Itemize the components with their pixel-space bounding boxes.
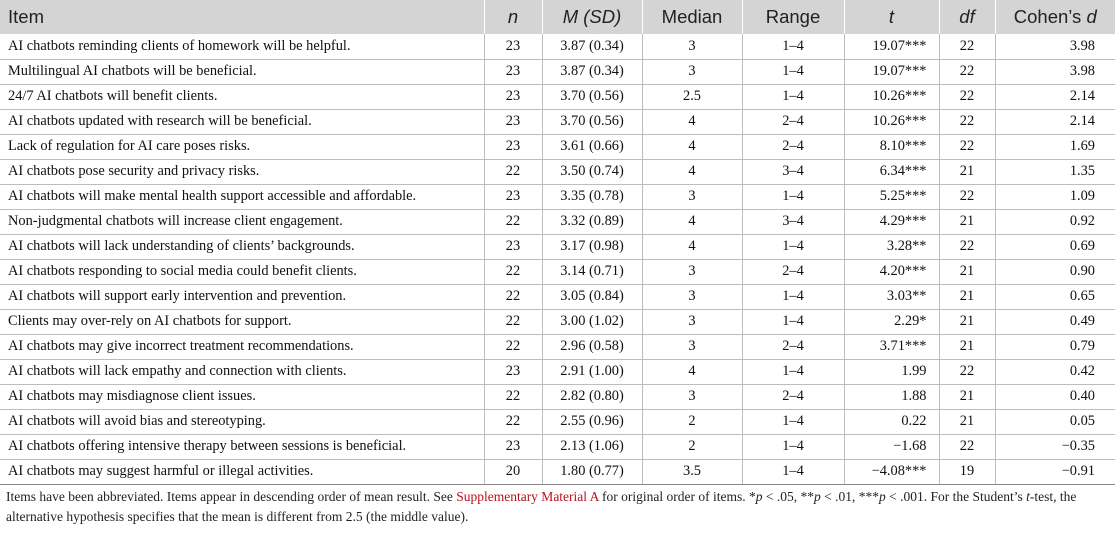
cell-median: 3 <box>642 384 742 409</box>
header-cohens-d <box>995 0 1115 34</box>
cell-df: 22 <box>939 184 995 209</box>
header-m-sd: M (SD) <box>542 0 642 34</box>
cell-n: 22 <box>484 209 542 234</box>
cell-n: 23 <box>484 234 542 259</box>
cell-median: 2.5 <box>642 84 742 109</box>
cell-median: 3 <box>642 334 742 359</box>
cell-df: 21 <box>939 334 995 359</box>
cell-range: 1–4 <box>742 184 844 209</box>
cell-range: 1–4 <box>742 59 844 84</box>
cell-cohens-d: 0.05 <box>995 409 1115 434</box>
cell-n: 22 <box>484 334 542 359</box>
table-row <box>0 84 1115 109</box>
cell-item: AI chatbots pose security and privacy risks. <box>0 159 484 184</box>
cell-cohens-d: 1.09 <box>995 184 1115 209</box>
cell-median: 3 <box>642 184 742 209</box>
cell-m-sd: 3.00 (1.02) <box>542 309 642 334</box>
cell-n: 20 <box>484 459 542 484</box>
cell-cohens-d: 0.90 <box>995 259 1115 284</box>
cell-item: AI chatbots may give incorrect treatment recommendations. <box>0 334 484 359</box>
note-p-symbol-2: p <box>814 489 821 504</box>
cell-range: 2–4 <box>742 259 844 284</box>
cell-range: 1–4 <box>742 84 844 109</box>
cell-n: 23 <box>484 84 542 109</box>
cell-median: 4 <box>642 109 742 134</box>
cell-range: 3–4 <box>742 209 844 234</box>
header-range: Range <box>742 0 844 34</box>
cell-t: 3.03** <box>844 284 939 309</box>
cell-median: 4 <box>642 209 742 234</box>
cell-item: AI chatbots will avoid bias and stereotyping. <box>0 409 484 434</box>
cell-item: Multilingual AI chatbots will be beneficial. <box>0 59 484 84</box>
table-row <box>0 109 1115 134</box>
cell-df: 22 <box>939 109 995 134</box>
cell-item: AI chatbots will make mental health support accessible and affordable. <box>0 184 484 209</box>
cell-m-sd: 2.55 (0.96) <box>542 409 642 434</box>
note-text-3: < .05, ** <box>762 489 815 504</box>
cell-median: 3.5 <box>642 459 742 484</box>
cell-df: 22 <box>939 434 995 459</box>
cell-range: 2–4 <box>742 384 844 409</box>
header-row <box>0 0 1115 34</box>
cell-t: 3.28** <box>844 234 939 259</box>
note-text-4: < .01, *** <box>820 489 880 504</box>
cell-range: 1–4 <box>742 359 844 384</box>
cell-t: 6.34*** <box>844 159 939 184</box>
table-row <box>0 259 1115 284</box>
cell-df: 22 <box>939 234 995 259</box>
cell-item: AI chatbots offering intensive therapy between sessions is beneficial. <box>0 434 484 459</box>
table-row <box>0 184 1115 209</box>
table-row <box>0 134 1115 159</box>
cell-m-sd: 3.35 (0.78) <box>542 184 642 209</box>
cell-cohens-d: 0.69 <box>995 234 1115 259</box>
cell-n: 22 <box>484 259 542 284</box>
cell-t: 1.88 <box>844 384 939 409</box>
cell-item: AI chatbots responding to social media could benefit clients. <box>0 259 484 284</box>
table-row <box>0 34 1115 59</box>
cell-m-sd: 3.70 (0.56) <box>542 109 642 134</box>
cell-median: 4 <box>642 134 742 159</box>
cell-n: 22 <box>484 309 542 334</box>
cell-cohens-d: 2.14 <box>995 84 1115 109</box>
cell-median: 3 <box>642 34 742 59</box>
cell-t: 10.26*** <box>844 84 939 109</box>
cell-df: 19 <box>939 459 995 484</box>
cell-n: 23 <box>484 109 542 134</box>
cell-m-sd: 2.82 (0.80) <box>542 384 642 409</box>
cell-df: 21 <box>939 209 995 234</box>
cell-t: 19.07*** <box>844 34 939 59</box>
cell-df: 21 <box>939 309 995 334</box>
cell-cohens-d: 0.40 <box>995 384 1115 409</box>
cell-cohens-d: 2.14 <box>995 109 1115 134</box>
cell-median: 4 <box>642 159 742 184</box>
cell-item: Lack of regulation for AI care poses risks. <box>0 134 484 159</box>
cell-range: 1–4 <box>742 34 844 59</box>
cell-cohens-d: 0.42 <box>995 359 1115 384</box>
cell-df: 21 <box>939 284 995 309</box>
cell-item: Non-judgmental chatbots will increase client engagement. <box>0 209 484 234</box>
cell-df: 21 <box>939 259 995 284</box>
cell-n: 22 <box>484 409 542 434</box>
cell-n: 23 <box>484 359 542 384</box>
cell-m-sd: 3.50 (0.74) <box>542 159 642 184</box>
note-text-1: Items have been abbreviated. Items appear in descending order of mean result. See <box>6 489 457 504</box>
cell-m-sd: 2.13 (1.06) <box>542 434 642 459</box>
cell-m-sd: 3.05 (0.84) <box>542 284 642 309</box>
cell-median: 3 <box>642 259 742 284</box>
cell-median: 3 <box>642 309 742 334</box>
note-text-2: for original order of items. * <box>598 489 756 504</box>
cell-t: −4.08*** <box>844 459 939 484</box>
note-text-5: < .001. For the Student’s <box>885 489 1027 504</box>
cell-df: 22 <box>939 134 995 159</box>
cell-m-sd: 2.96 (0.58) <box>542 334 642 359</box>
cell-item: 24/7 AI chatbots will benefit clients. <box>0 84 484 109</box>
cell-n: 23 <box>484 59 542 84</box>
cell-range: 2–4 <box>742 334 844 359</box>
note-t-symbol: t <box>1026 489 1030 504</box>
header-cohens-d-symbol: d <box>1086 6 1097 27</box>
cell-n: 23 <box>484 184 542 209</box>
table-row <box>0 384 1115 409</box>
cell-cohens-d: 0.79 <box>995 334 1115 359</box>
cell-range: 3–4 <box>742 159 844 184</box>
cell-range: 2–4 <box>742 109 844 134</box>
cell-item: AI chatbots updated with research will be beneficial. <box>0 109 484 134</box>
cell-cohens-d: 3.98 <box>995 34 1115 59</box>
cell-t: 4.29*** <box>844 209 939 234</box>
note-text-6: -test, the alternative hypothesis specifies that the mean is different from 2.5 (the middle value). <box>6 489 1077 524</box>
cell-cohens-d: −0.91 <box>995 459 1115 484</box>
cell-t: 10.26*** <box>844 109 939 134</box>
table-row <box>0 159 1115 184</box>
cell-median: 3 <box>642 59 742 84</box>
note-p-symbol-1: p <box>755 489 763 504</box>
cell-item: AI chatbots may misdiagnose client issues. <box>0 384 484 409</box>
table-row <box>0 309 1115 334</box>
cell-item: AI chatbots will support early intervention and prevention. <box>0 284 484 309</box>
header-item: Item <box>0 0 484 34</box>
cell-m-sd: 3.14 (0.71) <box>542 259 642 284</box>
cell-range: 1–4 <box>742 409 844 434</box>
cell-t: 8.10*** <box>844 134 939 159</box>
header-df: df <box>939 0 995 34</box>
table-row <box>0 334 1115 359</box>
table-row <box>0 434 1115 459</box>
cell-df: 22 <box>939 84 995 109</box>
cell-df: 21 <box>939 409 995 434</box>
cell-n: 23 <box>484 34 542 59</box>
cell-df: 21 <box>939 159 995 184</box>
cell-cohens-d: 1.69 <box>995 134 1115 159</box>
cell-t: 4.20*** <box>844 259 939 284</box>
cell-item: AI chatbots will lack understanding of clients’ backgrounds. <box>0 234 484 259</box>
cell-m-sd: 3.70 (0.56) <box>542 84 642 109</box>
table-row <box>0 59 1115 84</box>
table-row <box>0 409 1115 434</box>
cell-median: 4 <box>642 359 742 384</box>
cell-df: 21 <box>939 384 995 409</box>
cell-df: 22 <box>939 59 995 84</box>
supplementary-link[interactable]: Supplementary Material A <box>456 489 599 504</box>
cell-item: Clients may over-rely on AI chatbots for support. <box>0 309 484 334</box>
cell-t: 5.25*** <box>844 184 939 209</box>
table-row <box>0 359 1115 384</box>
table-row <box>0 284 1115 309</box>
cell-n: 23 <box>484 434 542 459</box>
cell-m-sd: 3.17 (0.98) <box>542 234 642 259</box>
cell-cohens-d: 0.92 <box>995 209 1115 234</box>
cell-median: 2 <box>642 434 742 459</box>
note-p-symbol-3: p <box>879 489 886 504</box>
cell-cohens-d: 0.65 <box>995 284 1115 309</box>
cell-m-sd: 3.87 (0.34) <box>542 59 642 84</box>
cell-t: 2.29* <box>844 309 939 334</box>
cell-median: 3 <box>642 284 742 309</box>
cell-range: 2–4 <box>742 134 844 159</box>
cell-cohens-d: 1.35 <box>995 159 1115 184</box>
cell-t: 1.99 <box>844 359 939 384</box>
cell-m-sd: 1.80 (0.77) <box>542 459 642 484</box>
cell-t: 3.71*** <box>844 334 939 359</box>
header-n: n <box>484 0 542 34</box>
cell-item: AI chatbots reminding clients of homework will be helpful. <box>0 34 484 59</box>
cell-item: AI chatbots will lack empathy and connection with clients. <box>0 359 484 384</box>
cell-range: 1–4 <box>742 234 844 259</box>
cell-cohens-d: 0.49 <box>995 309 1115 334</box>
cell-n: 23 <box>484 134 542 159</box>
table-footnote <box>6 487 1110 527</box>
cell-n: 22 <box>484 159 542 184</box>
cell-m-sd: 3.87 (0.34) <box>542 34 642 59</box>
cell-m-sd: 3.61 (0.66) <box>542 134 642 159</box>
cell-m-sd: 2.91 (1.00) <box>542 359 642 384</box>
table-row <box>0 209 1115 234</box>
table-body <box>0 34 1115 484</box>
cell-range: 1–4 <box>742 284 844 309</box>
cell-df: 22 <box>939 34 995 59</box>
cell-n: 22 <box>484 384 542 409</box>
cell-m-sd: 3.32 (0.89) <box>542 209 642 234</box>
cell-cohens-d: 3.98 <box>995 59 1115 84</box>
cell-t: 0.22 <box>844 409 939 434</box>
table-row <box>0 459 1115 484</box>
cell-range: 1–4 <box>742 309 844 334</box>
header-t: t <box>844 0 939 34</box>
cell-t: 19.07*** <box>844 59 939 84</box>
cell-item: AI chatbots may suggest harmful or illegal activities. <box>0 459 484 484</box>
header-median: Median <box>642 0 742 34</box>
cell-range: 1–4 <box>742 434 844 459</box>
cell-range: 1–4 <box>742 459 844 484</box>
cell-t: −1.68 <box>844 434 939 459</box>
cell-n: 22 <box>484 284 542 309</box>
cell-df: 22 <box>939 359 995 384</box>
cell-median: 4 <box>642 234 742 259</box>
table-row <box>0 234 1115 259</box>
cell-median: 2 <box>642 409 742 434</box>
header-cohens-d-prefix: Cohen’s <box>1013 6 1087 27</box>
cell-cohens-d: −0.35 <box>995 434 1115 459</box>
